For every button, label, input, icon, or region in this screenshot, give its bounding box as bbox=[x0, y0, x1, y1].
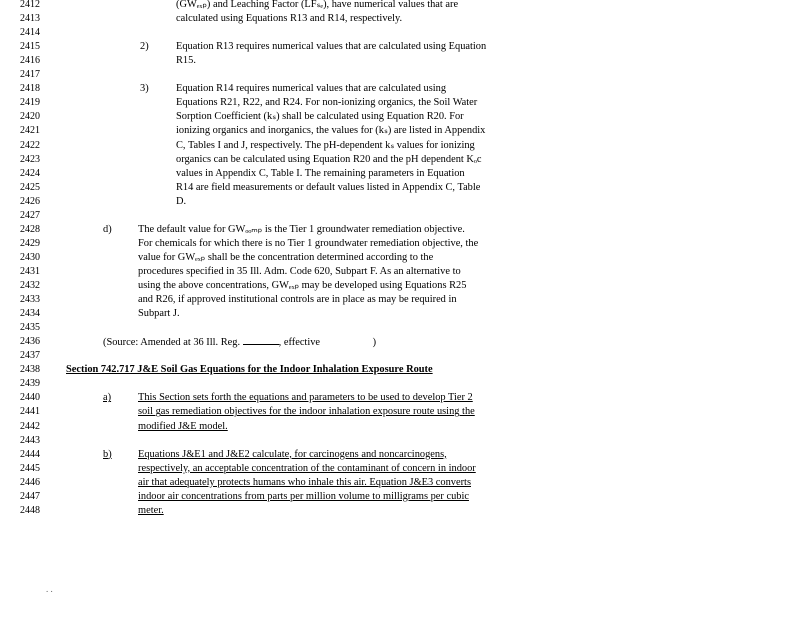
line-number: 2417 bbox=[20, 69, 40, 81]
line-text: The default value for GWₒₒₘₚ is the Tier 1 groundwater remediation objective. bbox=[138, 223, 465, 235]
doc-line bbox=[0, 293, 800, 307]
doc-line bbox=[0, 504, 800, 518]
item-label: a) bbox=[103, 392, 112, 404]
line-number: 2426 bbox=[20, 195, 40, 207]
line-number: 2419 bbox=[20, 97, 40, 109]
line-number: 2435 bbox=[20, 322, 40, 334]
line-text: Equation R14 requires numerical values that are calculated using bbox=[176, 83, 447, 95]
doc-line bbox=[0, 96, 800, 110]
line-text: and R26, if approved institutional controls are in place as may be required in bbox=[138, 294, 457, 306]
line-text: Equations J&E1 and J&E2 calculate, for carcinogens and noncarcinogens, bbox=[138, 448, 447, 460]
source-middle: , effective bbox=[278, 337, 323, 349]
line-number: 2425 bbox=[20, 181, 40, 193]
doc-line bbox=[0, 153, 800, 167]
line-text: C, Tables I and J, respectively. The pH-dependent kₛ values for ionizing bbox=[176, 139, 475, 151]
date-blank bbox=[323, 336, 373, 345]
line-text: indoor air concentrations from parts per million volume to milligrams per cubic bbox=[138, 490, 469, 502]
line-number: 2422 bbox=[20, 139, 40, 151]
line-text: calculated using Equations R13 and R14, respectively. bbox=[176, 13, 403, 25]
line-number: 2441 bbox=[20, 406, 40, 418]
doc-line bbox=[0, 462, 800, 476]
doc-line bbox=[0, 12, 800, 26]
doc-line bbox=[0, 363, 800, 377]
doc-line bbox=[0, 307, 800, 321]
footer-mark: . . bbox=[46, 584, 53, 594]
line-number: 2414 bbox=[20, 27, 40, 39]
line-text: Equation R13 requires numerical values that are calculated using Equation bbox=[176, 41, 487, 53]
doc-line bbox=[0, 420, 800, 434]
line-text: Sorption Coefficient (kₛ) shall be calculated using Equation R20. For bbox=[176, 111, 464, 123]
doc-line bbox=[0, 279, 800, 293]
line-number: 2432 bbox=[20, 280, 40, 291]
line-number: 2447 bbox=[20, 490, 40, 502]
doc-line bbox=[0, 391, 800, 405]
line-text: R15. bbox=[176, 55, 196, 67]
doc-line bbox=[0, 349, 800, 363]
line-text: For chemicals for which there is no Tier 1 groundwater remediation objective, the bbox=[138, 237, 479, 249]
line-number: 2430 bbox=[20, 251, 40, 263]
doc-line bbox=[0, 0, 800, 12]
line-number: 2416 bbox=[20, 55, 40, 67]
line-number: 2445 bbox=[20, 462, 40, 474]
line-text: respectively, an acceptable concentration of the contaminant of concern in indoor bbox=[138, 462, 476, 474]
line-text: R14 are field measurements or default values listed in Appendix C, Table bbox=[176, 181, 481, 193]
doc-line bbox=[0, 82, 800, 96]
doc-line bbox=[0, 405, 800, 419]
item-label: 2) bbox=[140, 41, 149, 53]
line-number: 2439 bbox=[20, 378, 40, 390]
doc-line bbox=[0, 68, 800, 82]
doc-line bbox=[0, 209, 800, 223]
section-heading: Section 742.717 J&E Soil Gas Equations for the Indoor Inhalation Exposure Route bbox=[66, 364, 433, 376]
item-label: b) bbox=[103, 448, 112, 460]
source-prefix: (Source: Amended at 36 Ill. Reg. bbox=[103, 337, 243, 349]
doc-line bbox=[0, 237, 800, 251]
doc-line bbox=[0, 321, 800, 335]
doc-line bbox=[0, 195, 800, 209]
line-text: Equations R21, R22, and R24. For non-ionizing organics, the Soil Water bbox=[176, 97, 478, 109]
line-text: (GWₑₓₚ) and Leaching Factor (LFₛₑ), have numerical values that are bbox=[176, 0, 459, 10]
line-text: This Section sets forth the equations and parameters to be used to develop Tier 2 bbox=[138, 392, 473, 404]
line-text: modified J&E model. bbox=[138, 420, 228, 432]
line-text: values in Appendix C, Table I. The remaining parameters in Equation bbox=[176, 167, 465, 179]
line-number: 2444 bbox=[20, 448, 40, 460]
line-number: 2429 bbox=[20, 237, 40, 249]
item-label: d) bbox=[103, 223, 112, 235]
line-number: 2446 bbox=[20, 476, 40, 488]
line-number: 2423 bbox=[20, 153, 40, 165]
doc-line bbox=[0, 26, 800, 40]
line-number: 2440 bbox=[20, 392, 40, 404]
line-number: 2434 bbox=[20, 308, 40, 320]
line-number: 2428 bbox=[20, 223, 40, 235]
line-text: organics can be calculated using Equation R20 and the pH dependent Kₒc bbox=[176, 153, 482, 165]
line-number: 2413 bbox=[20, 13, 40, 25]
doc-line bbox=[0, 434, 800, 448]
line-number: 2420 bbox=[20, 111, 40, 123]
line-number: 2431 bbox=[20, 265, 40, 277]
line-text: air that adequately protects humans who inhale this air. Equation J&E3 converts bbox=[138, 476, 471, 488]
doc-line bbox=[0, 110, 800, 124]
doc-line bbox=[0, 448, 800, 462]
line-number: 2433 bbox=[20, 294, 40, 306]
line-number: 2427 bbox=[20, 209, 40, 221]
line-number: 2418 bbox=[20, 83, 40, 95]
line-number: 2443 bbox=[20, 434, 40, 446]
line-text: Subpart J. bbox=[138, 308, 180, 320]
line-number: 2436 bbox=[20, 336, 40, 348]
line-text: D. bbox=[176, 195, 187, 207]
line-number: 2448 bbox=[20, 504, 40, 516]
doc-line bbox=[0, 124, 800, 138]
doc-line bbox=[0, 167, 800, 181]
doc-line bbox=[0, 139, 800, 153]
line-text: procedures specified in 35 Ill. Adm. Code 620, Subpart F. As an alternative to bbox=[138, 265, 461, 277]
line-text: value for GWₑₓₚ shall be the concentration determined according to the bbox=[138, 251, 434, 263]
doc-line bbox=[0, 335, 800, 349]
line-number: 2438 bbox=[20, 364, 40, 376]
line-number: 2421 bbox=[20, 125, 40, 137]
item-label: 3) bbox=[140, 83, 149, 95]
line-number: 2437 bbox=[20, 350, 40, 362]
line-text: meter. bbox=[138, 504, 164, 516]
doc-line bbox=[0, 40, 800, 54]
line-text: using the above concentrations, GWₑₓₚ may be developed using Equations R25 bbox=[138, 280, 467, 291]
line-number: 2415 bbox=[20, 41, 40, 53]
doc-line bbox=[0, 377, 800, 391]
doc-line bbox=[0, 181, 800, 195]
source-suffix: ) bbox=[372, 337, 377, 349]
line-number: 2424 bbox=[20, 167, 40, 179]
reg-blank bbox=[243, 335, 279, 345]
doc-line bbox=[0, 223, 800, 237]
line-text: ionizing organics and inorganics, the values for (kₛ) are listed in Appendix bbox=[176, 125, 486, 137]
line-text: soil gas remediation objectives for the indoor inhalation exposure route using the bbox=[138, 406, 475, 418]
line-number: 2442 bbox=[20, 420, 40, 432]
doc-line bbox=[0, 54, 800, 68]
doc-line bbox=[0, 476, 800, 490]
line-number: 2412 bbox=[20, 0, 40, 10]
doc-line bbox=[0, 265, 800, 279]
source-note bbox=[103, 335, 376, 350]
doc-line bbox=[0, 490, 800, 504]
doc-line bbox=[0, 251, 800, 265]
